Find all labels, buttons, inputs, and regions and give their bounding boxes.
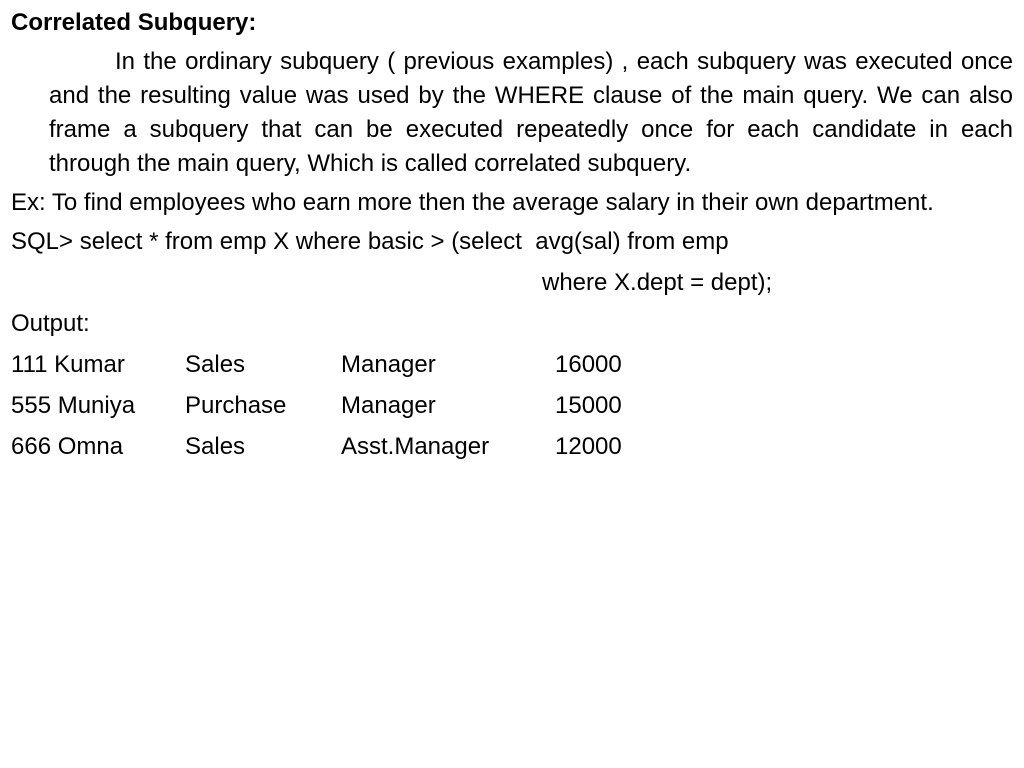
sql-line-1: SQL> select * from emp X where basic > (select avg(sal) from emp <box>11 228 729 255</box>
employee-dept: Sales <box>185 433 246 460</box>
slide-title: Correlated Subquery: <box>11 9 257 36</box>
employee-salary: 15000 <box>555 392 622 419</box>
output-label: Output: <box>11 310 90 337</box>
employee-id-name: 111 Kumar <box>11 351 125 378</box>
employee-dept: Sales <box>185 351 246 378</box>
output-row <box>11 348 1013 382</box>
sql-line-2: where X.dept = dept); <box>542 269 773 296</box>
employee-role: Asst.Manager <box>341 433 490 460</box>
employee-id-name: 666 Omna <box>11 433 124 460</box>
employee-role: Manager <box>341 351 436 378</box>
employee-salary: 12000 <box>555 433 622 460</box>
output-row <box>11 389 1013 423</box>
slide-content <box>11 6 1013 471</box>
employee-id-name: 555 Muniya <box>11 392 136 419</box>
employee-role: Manager <box>341 392 436 419</box>
intro-paragraph: In the ordinary subquery ( previous examples) , each subquery was executed once and the resulting value was used by the WHERE clause of the main query. We can also frame a subquery that can be executed repeatedly once for each candidate in each through the main query, Which is called correlated subquery. <box>49 48 1013 177</box>
example-paragraph: Ex: To find employees who earn more then the average salary in their own department. <box>11 189 934 216</box>
output-row <box>11 430 1013 464</box>
employee-dept: Purchase <box>185 392 287 419</box>
employee-salary: 16000 <box>555 351 622 378</box>
